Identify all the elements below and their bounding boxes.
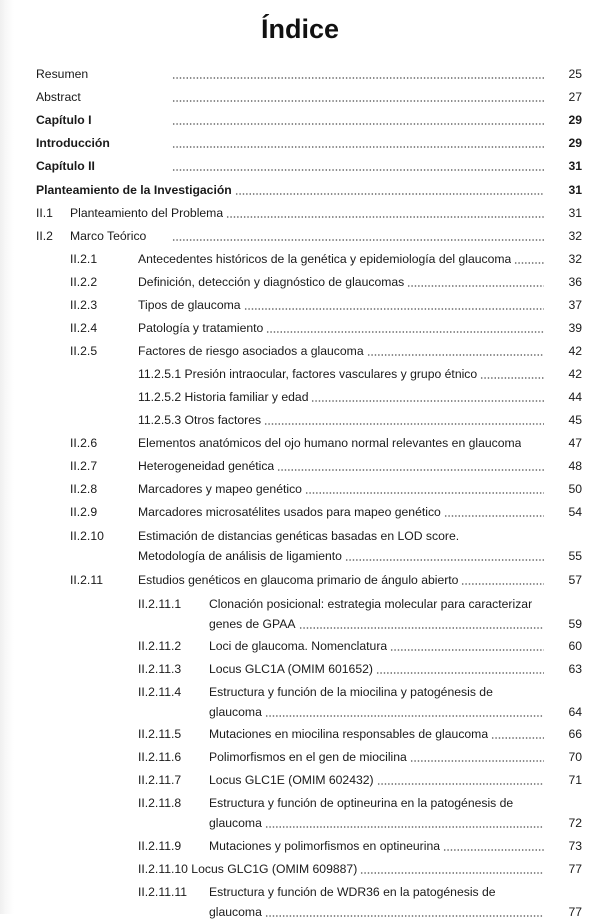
page-number: 60 (568, 639, 582, 653)
entry-title: Heterogeneidad genética (138, 459, 275, 473)
toc-entry[interactable] (18, 180, 600, 200)
entry-title: Marco Teórico (70, 229, 147, 243)
toc-entry[interactable] (18, 226, 600, 246)
dot-leader (265, 715, 544, 717)
entry-title: Mutaciones y polimorfismos en optineurina (209, 839, 440, 853)
entry-title: Planteamiento del Problema (70, 206, 224, 220)
dot-leader (172, 77, 544, 79)
section-number: II.2.11.3 (138, 662, 182, 676)
page-number: 47 (568, 436, 582, 450)
page-number: 63 (568, 662, 582, 676)
entry-title: Tipos de glaucoma (138, 298, 241, 312)
dot-leader (277, 469, 544, 471)
section-number: II.2.8 (70, 482, 98, 496)
toc-entry[interactable] (18, 859, 600, 879)
entry-title: Clonación posicional: estrategia molecular para caracterizar (209, 597, 533, 611)
dot-leader (345, 559, 544, 561)
entry-title: Planteamiento de la Investigación (36, 183, 232, 197)
dot-leader (376, 672, 544, 674)
dot-leader (444, 515, 544, 517)
dot-leader (390, 649, 544, 651)
toc-entry[interactable] (18, 272, 600, 292)
dot-leader (265, 915, 544, 917)
page-number: 54 (568, 505, 582, 519)
dot-leader (172, 239, 544, 241)
dot-leader (264, 423, 544, 425)
entry-title: Marcadores y mapeo genético (138, 482, 302, 496)
entry-title: Polimorfismos en el gen de miocilina (209, 750, 407, 764)
section-number: II.2.11.9 (138, 839, 182, 853)
dot-leader (244, 308, 544, 310)
entry-title: Locus GLC1E (OMIM 602432) (209, 773, 374, 787)
section-number: II.2.11.5 (138, 727, 182, 741)
dot-leader (360, 872, 544, 874)
section-number: II.2.5 (70, 344, 98, 358)
page-number: 50 (568, 482, 582, 496)
page-number: 42 (568, 367, 582, 381)
dot-leader (377, 783, 544, 785)
entry-title: Resumen (36, 67, 89, 81)
entry-title: Capítulo II (36, 159, 95, 173)
dot-leader (299, 627, 545, 629)
entry-title: Estructura y función de optineurina en la patogénesis de (209, 796, 514, 810)
page-number: 27 (568, 90, 582, 104)
section-number: II.2.3 (70, 298, 98, 312)
dot-leader (367, 354, 544, 356)
dot-leader (461, 583, 544, 585)
entry-title: Locus GLC1A (OMIM 601652) (209, 662, 373, 676)
toc-entry[interactable] (18, 156, 600, 176)
toc-entry[interactable] (18, 659, 600, 679)
toc-entry[interactable] (18, 87, 600, 107)
entry-title: Mutaciones en miocilina responsables de glaucoma (209, 727, 489, 741)
section-number: II.2.9 (70, 505, 98, 519)
entry-title-continued: glaucoma (209, 816, 262, 830)
section-number: II.2.11.6 (138, 750, 182, 764)
dot-leader (480, 377, 544, 379)
toc-entry[interactable] (18, 341, 600, 361)
dot-leader (514, 262, 544, 264)
section-number: II.2.2 (70, 275, 98, 289)
entry-title-continued: glaucoma (209, 705, 262, 719)
page-number: 64 (568, 705, 582, 719)
toc-entry[interactable] (18, 502, 600, 522)
entry-title: Estudios genéticos en glaucoma primario de ángulo abierto (138, 573, 459, 587)
section-number: II.1 (36, 206, 53, 220)
entry-title: Patología y tratamiento (138, 321, 264, 335)
dot-leader (172, 100, 544, 102)
dot-leader (226, 216, 544, 218)
section-number: II.2.11.4 (138, 685, 182, 699)
page-number: 73 (568, 839, 582, 853)
page-number: 72 (568, 816, 582, 830)
entry-title: 11.2.5.1 Presión intraocular, factores vasculares y grupo étnico (138, 367, 478, 381)
dot-leader (172, 169, 544, 171)
page-number: 71 (568, 773, 582, 787)
section-number: II.2 (36, 229, 53, 243)
page-number: 32 (568, 229, 582, 243)
page-number: 57 (568, 573, 582, 587)
dot-leader (266, 331, 544, 333)
entry-title: Marcadores microsatélites usados para mapeo genético (138, 505, 441, 519)
page-number: 59 (568, 617, 582, 631)
toc-entry[interactable] (18, 249, 600, 269)
page-title: Índice (260, 14, 340, 44)
page-number: 39 (568, 321, 582, 335)
toc-entry[interactable] (18, 387, 600, 407)
entry-title: Elementos anatómicos del ojo humano normal relevantes en glaucoma (138, 436, 522, 450)
toc-entry[interactable] (18, 64, 600, 84)
page-number: 37 (568, 298, 582, 312)
toc-entry[interactable] (18, 295, 600, 315)
entry-title: Definición, detección y diagnóstico de glaucomas (138, 275, 405, 289)
entry-title: Loci de glaucoma. Nomenclatura (209, 639, 388, 653)
page-number: 70 (568, 750, 582, 764)
page-number: 31 (568, 206, 582, 220)
entry-title: II.2.11.10 Locus GLC1G (OMIM 609887) (138, 862, 358, 876)
toc-entry[interactable] (18, 433, 600, 453)
entry-title-continued: genes de GPAA (209, 617, 296, 631)
page-number: 29 (568, 113, 582, 127)
section-number: II.2.1 (70, 252, 98, 266)
dot-leader (235, 193, 544, 195)
entry-title: 11.2.5.3 Otros factores (138, 413, 262, 427)
section-number: II.2.11 (70, 573, 103, 587)
entry-title: Abstract (36, 90, 81, 104)
section-number: II.2.10 (70, 529, 104, 543)
section-number: II.2.6 (70, 436, 98, 450)
toc-entry[interactable] (18, 203, 600, 223)
entry-title-continued: glaucoma (209, 905, 262, 919)
page-number: 55 (568, 549, 582, 563)
entry-title-continued: Metodología de análisis de ligamiento (138, 549, 342, 563)
toc-entry[interactable] (18, 770, 600, 790)
page-number: 36 (568, 275, 582, 289)
page-number: 32 (568, 252, 582, 266)
toc-entry[interactable] (18, 479, 600, 499)
toc-entry[interactable] (18, 110, 600, 130)
section-number: II.2.11.2 (138, 639, 182, 653)
section-number: II.2.11.11 (138, 885, 188, 899)
section-number: II.2.11.1 (138, 597, 182, 611)
toc-entry[interactable] (18, 836, 600, 856)
section-number: II.2.4 (70, 321, 98, 335)
toc-entry[interactable] (18, 456, 600, 476)
page-number: 42 (568, 344, 582, 358)
page-number: 77 (568, 905, 582, 919)
entry-title: Estructura y función de la miocilina y patogénesis de (209, 685, 493, 699)
page-number: 44 (568, 390, 582, 404)
toc-entry[interactable] (18, 410, 600, 430)
page-number: 31 (568, 159, 582, 173)
entry-title: Antecedentes históricos de la genética y epidemiología del glaucoma (138, 252, 512, 266)
section-number: II.2.11.8 (138, 796, 182, 810)
toc-entry[interactable] (18, 636, 600, 656)
dot-leader (172, 146, 544, 148)
page-number: 48 (568, 459, 582, 473)
dot-leader (410, 760, 544, 762)
section-number: II.2.7 (70, 459, 98, 473)
entry-title: Estimación de distancias genéticas basadas en LOD score. (138, 529, 460, 543)
toc-entry[interactable] (18, 570, 600, 590)
entry-title: Capítulo I (36, 113, 92, 127)
toc-entry[interactable] (18, 364, 600, 384)
toc-entry[interactable] (18, 747, 600, 767)
page-number: 45 (568, 413, 582, 427)
entry-title: Factores de riesgo asociados a glaucoma (138, 344, 364, 358)
dot-leader (305, 492, 544, 494)
page-number: 29 (568, 136, 582, 150)
toc-entry[interactable] (18, 724, 600, 744)
dot-leader (407, 285, 544, 287)
section-number: II.2.11.7 (138, 773, 182, 787)
page-number: 25 (568, 67, 582, 81)
toc-entry[interactable] (18, 318, 600, 338)
page-number: 77 (568, 862, 582, 876)
entry-title: Introducción (36, 136, 110, 150)
dot-leader (172, 123, 544, 125)
dot-leader (443, 849, 544, 851)
dot-leader (265, 826, 544, 828)
entry-title: Estructura y función de WDR36 en la patogénesis de (209, 885, 496, 899)
entry-title: 11.2.5.2 Historia familiar y edad (138, 390, 309, 404)
page-number: 66 (568, 727, 582, 741)
dot-leader (491, 737, 544, 739)
dot-leader (311, 400, 544, 402)
page-number: 31 (568, 183, 582, 197)
toc-entry[interactable] (18, 133, 600, 153)
